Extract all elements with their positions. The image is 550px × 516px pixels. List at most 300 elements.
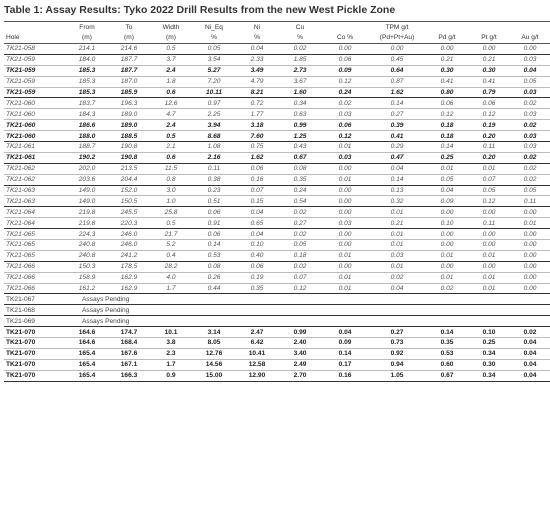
table-row [4,338,550,349]
hole-cell: TK21-062 [4,174,66,185]
value-cell: 0.04 [510,359,550,370]
value-cell: 186.6 [66,120,108,131]
value-cell: 0.14 [368,98,426,109]
value-cell: 0.04 [368,163,426,174]
table-row [4,261,550,272]
value-cell: 0.03 [322,109,368,120]
value-cell: 0.01 [322,250,368,261]
value-cell: 0.01 [368,207,426,218]
header-cell: Ni_Eq [192,22,236,33]
value-cell: 1.0 [150,196,192,207]
value-cell: 202.0 [66,163,108,174]
header-cell: Hole [4,33,66,44]
header-row-bottom [4,33,550,44]
hole-cell: TK21-064 [4,218,66,229]
value-cell: 0.80 [426,87,468,98]
hole-cell: TK21-059 [4,54,66,65]
value-cell: 0.12 [468,196,510,207]
value-cell: 0.53 [192,250,236,261]
value-cell: 3.7 [150,54,192,65]
value-cell: 0.02 [278,261,322,272]
value-cell: 0.00 [510,250,550,261]
value-cell: 0.04 [236,44,278,55]
value-cell: 0.16 [236,174,278,185]
value-cell: 214.1 [66,44,108,55]
value-cell: 0.10 [236,240,278,251]
value-cell: 5.27 [192,65,236,76]
value-cell: 1.7 [150,283,192,294]
value-cell: 0.10 [468,327,510,338]
value-cell: 1.85 [278,54,322,65]
value-cell: 0.14 [426,142,468,153]
value-cell: 0.04 [322,327,368,338]
value-cell: 0.12 [278,283,322,294]
value-cell: 168.4 [108,338,150,349]
value-cell: 0.65 [236,218,278,229]
value-cell: 203.6 [66,174,108,185]
value-cell: 3.8 [150,338,192,349]
header-cell [426,22,468,33]
value-cell: 0.43 [278,142,322,153]
value-cell: 0.19 [236,272,278,283]
value-cell: 0.09 [426,196,468,207]
value-cell: 184.3 [66,109,108,120]
value-cell: 0.02 [278,44,322,55]
value-cell: 0.02 [322,98,368,109]
value-cell: 2.33 [236,54,278,65]
value-cell: 0.00 [426,240,468,251]
value-cell: 0.01 [426,163,468,174]
value-cell: 6.42 [236,338,278,349]
value-cell: 0.47 [368,152,426,163]
value-cell: 0.00 [510,240,550,251]
value-cell: 0.79 [468,87,510,98]
value-cell: 0.53 [426,348,468,359]
value-cell: 0.01 [368,261,426,272]
value-cell: 0.06 [236,163,278,174]
header-cell: Ni [236,22,278,33]
value-cell: 8.05 [192,338,236,349]
value-cell: 0.02 [278,229,322,240]
value-cell: 0.41 [426,76,468,87]
value-cell: 0.03 [510,142,550,153]
value-cell: 214.6 [108,44,150,55]
value-cell: 3.54 [192,54,236,65]
header-cell: To [108,22,150,33]
value-cell: 0.00 [468,207,510,218]
hole-cell: TK21-066 [4,283,66,294]
value-cell: 0.25 [468,338,510,349]
value-cell: 165.4 [66,370,108,381]
table-row [4,44,550,55]
value-cell: 3.14 [192,327,236,338]
value-cell: 245.5 [108,207,150,218]
value-cell: 0.75 [236,142,278,153]
value-cell: 0.03 [510,131,550,142]
value-cell: 188.7 [66,142,108,153]
value-cell: 0.60 [426,359,468,370]
value-cell: 185.3 [66,65,108,76]
value-cell: 0.01 [510,218,550,229]
value-cell: 167.1 [108,359,150,370]
hole-cell: TK21-070 [4,348,66,359]
value-cell: 0.04 [368,283,426,294]
value-cell: 0.9 [150,370,192,381]
table-row [4,76,550,87]
table-row [4,98,550,109]
value-cell: 0.00 [322,240,368,251]
value-cell: 0.18 [426,131,468,142]
value-cell: 0.01 [322,272,368,283]
value-cell: 158.9 [66,272,108,283]
value-cell: 190.8 [108,142,150,153]
header-cell: (m) [150,33,192,44]
value-cell: 0.38 [192,174,236,185]
value-cell: 0.06 [236,261,278,272]
value-cell: 150.3 [66,261,108,272]
value-cell: 0.18 [426,120,468,131]
value-cell: 0.00 [368,44,426,55]
value-cell: 2.16 [192,152,236,163]
value-cell: 164.6 [66,338,108,349]
value-cell: 0.87 [368,76,426,87]
value-cell: 3.49 [236,65,278,76]
value-cell: 0.04 [236,207,278,218]
hole-cell: TK21-065 [4,250,66,261]
value-cell: 0.12 [426,109,468,120]
header-cell: % [236,33,278,44]
hole-cell: TK21-070 [4,370,66,381]
value-cell: 0.00 [426,229,468,240]
value-cell: 0.02 [510,163,550,174]
value-cell: 0.00 [322,261,368,272]
header-cell: % [278,33,322,44]
value-cell: 0.8 [150,174,192,185]
value-cell: 0.07 [236,185,278,196]
value-cell: 0.14 [368,174,426,185]
value-cell: 224.3 [66,229,108,240]
value-cell: 0.6 [150,152,192,163]
value-cell: 2.73 [278,65,322,76]
value-cell: 187.7 [108,54,150,65]
value-cell: 0.15 [236,196,278,207]
value-cell: 0.06 [468,98,510,109]
pending-note: Assays Pending [66,316,550,327]
hole-cell: TK21-065 [4,229,66,240]
value-cell: 0.05 [278,240,322,251]
value-cell: 0.06 [322,54,368,65]
value-cell: 2.4 [150,65,192,76]
value-cell: 166.3 [108,370,150,381]
value-cell: 189.0 [108,109,150,120]
value-cell: 174.7 [108,327,150,338]
hole-cell: TK21-066 [4,272,66,283]
value-cell: 1.62 [236,152,278,163]
value-cell: 1.25 [278,131,322,142]
value-cell: 0.03 [510,54,550,65]
value-cell: 246.0 [108,240,150,251]
hole-cell: TK21-067 [4,294,66,305]
value-cell: 0.09 [322,65,368,76]
header-cell [322,22,368,33]
value-cell: 0.05 [510,185,550,196]
value-cell: 0.12 [322,131,368,142]
value-cell: 0.72 [236,98,278,109]
value-cell: 165.4 [66,348,108,359]
value-cell: 0.03 [510,87,550,98]
header-cell [4,22,66,33]
value-cell: 2.4 [150,120,192,131]
value-cell: 1.05 [368,370,426,381]
value-cell: 12.58 [236,359,278,370]
value-cell: 162.9 [108,283,150,294]
value-cell: 0.41 [468,76,510,87]
value-cell: 0.30 [426,65,468,76]
value-cell: 3.40 [278,348,322,359]
value-cell: 0.07 [278,272,322,283]
value-cell: 0.00 [510,272,550,283]
value-cell: 0.00 [322,207,368,218]
value-cell: 152.0 [108,185,150,196]
value-cell: 0.34 [278,98,322,109]
hole-cell: TK21-060 [4,98,66,109]
value-cell: 0.04 [426,185,468,196]
value-cell: 0.01 [322,283,368,294]
value-cell: 0.01 [468,163,510,174]
value-cell: 0.45 [368,54,426,65]
value-cell: 8.68 [192,131,236,142]
value-cell: 0.35 [278,174,322,185]
value-cell: 7.60 [236,131,278,142]
value-cell: 0.09 [322,338,368,349]
value-cell: 0.39 [368,120,426,131]
pending-note: Assays Pending [66,305,550,316]
value-cell: 0.17 [322,359,368,370]
value-cell: 0.02 [510,98,550,109]
value-cell: 0.06 [192,229,236,240]
value-cell: 161.2 [66,283,108,294]
value-cell: 0.91 [192,218,236,229]
value-cell: 185.9 [108,87,150,98]
value-cell: 0.04 [510,338,550,349]
header-row-top [4,22,550,33]
value-cell: 0.00 [468,44,510,55]
value-cell: 0.20 [468,152,510,163]
value-cell: 0.01 [468,272,510,283]
table-row [4,272,550,283]
value-cell: 0.12 [322,76,368,87]
table-row [4,370,550,381]
value-cell: 2.70 [278,370,322,381]
value-cell: 196.3 [108,98,150,109]
table-row [4,196,550,207]
value-cell: 0.00 [468,240,510,251]
value-cell: 0.35 [236,283,278,294]
value-cell: 0.03 [322,218,368,229]
header-cell: Co % [322,33,368,44]
table-row [4,359,550,370]
value-cell: 187.7 [108,65,150,76]
table-row [4,348,550,359]
table-row [4,283,550,294]
pending-note: Assays Pending [66,294,550,305]
table-row [4,142,550,153]
table-row [4,131,550,142]
value-cell: 3.18 [236,120,278,131]
value-cell: 0.5 [150,131,192,142]
value-cell: 0.24 [278,185,322,196]
value-cell: 178.5 [108,261,150,272]
value-cell: 0.00 [510,261,550,272]
value-cell: 162.9 [108,272,150,283]
value-cell: 0.26 [192,272,236,283]
value-cell: 0.40 [236,250,278,261]
value-cell: 0.34 [468,348,510,359]
header-cell: Width [150,22,192,33]
value-cell: 184.0 [66,54,108,65]
header-cell [468,22,510,33]
value-cell: 0.13 [368,185,426,196]
value-cell: 10.11 [192,87,236,98]
value-cell: 0.01 [426,250,468,261]
value-cell: 240.8 [66,250,108,261]
value-cell: 0.00 [322,229,368,240]
hole-cell: TK21-059 [4,76,66,87]
value-cell: 2.47 [236,327,278,338]
value-cell: 12.6 [150,98,192,109]
value-cell: 219.8 [66,218,108,229]
value-cell: 0.21 [426,54,468,65]
value-cell: 185.3 [66,87,108,98]
value-cell: 0.01 [468,250,510,261]
value-cell: 149.0 [66,185,108,196]
value-cell: 188.0 [66,131,108,142]
value-cell: 0.00 [426,261,468,272]
value-cell: 0.00 [322,44,368,55]
hole-cell: TK21-065 [4,240,66,251]
value-cell: 0.35 [426,338,468,349]
hole-cell: TK21-062 [4,163,66,174]
table-row [4,207,550,218]
value-cell: 0.03 [510,109,550,120]
hole-cell: TK21-058 [4,44,66,55]
value-cell: 220.3 [108,218,150,229]
value-cell: 189.0 [108,120,150,131]
value-cell: 1.62 [368,87,426,98]
value-cell: 0.67 [426,370,468,381]
value-cell: 0.08 [192,261,236,272]
value-cell: 0.5 [150,44,192,55]
value-cell: 0.92 [368,348,426,359]
value-cell: 0.6 [150,87,192,98]
value-cell: 0.07 [468,174,510,185]
value-cell: 246.0 [108,229,150,240]
value-cell: 0.27 [368,327,426,338]
value-cell: 0.11 [510,196,550,207]
value-cell: 0.21 [368,218,426,229]
value-cell: 167.6 [108,348,150,359]
value-cell: 2.25 [192,109,236,120]
header-cell: From [66,22,108,33]
value-cell: 0.01 [368,240,426,251]
value-cell: 21.7 [150,229,192,240]
value-cell: 0.01 [322,174,368,185]
value-cell: 0.02 [510,327,550,338]
value-cell: 240.8 [66,240,108,251]
table-row [4,174,550,185]
value-cell: 0.06 [322,120,368,131]
header-cell: (m) [108,33,150,44]
value-cell: 190.8 [108,152,150,163]
value-cell: 0.97 [192,98,236,109]
value-cell: 0.01 [322,142,368,153]
value-cell: 165.4 [66,359,108,370]
value-cell: 3.94 [192,120,236,131]
value-cell: 2.3 [150,348,192,359]
value-cell: 213.5 [108,163,150,174]
value-cell: 0.10 [426,218,468,229]
value-cell: 0.11 [468,142,510,153]
table-row [4,305,550,316]
value-cell: 219.8 [66,207,108,218]
value-cell: 4.7 [150,109,192,120]
value-cell: 0.01 [368,229,426,240]
value-cell: 190.2 [66,152,108,163]
value-cell: 0.64 [368,65,426,76]
hole-cell: TK21-061 [4,142,66,153]
value-cell: 0.02 [426,283,468,294]
value-cell: 0.23 [192,185,236,196]
value-cell: 0.51 [192,196,236,207]
value-cell: 10.1 [150,327,192,338]
value-cell: 4.0 [150,272,192,283]
hole-cell: TK21-070 [4,327,66,338]
value-cell: 0.02 [510,152,550,163]
value-cell: 0.04 [510,370,550,381]
table-row [4,109,550,120]
value-cell: 0.12 [468,109,510,120]
value-cell: 3.0 [150,185,192,196]
value-cell: 0.00 [468,261,510,272]
value-cell: 0.00 [322,185,368,196]
value-cell: 183.7 [66,98,108,109]
value-cell: 187.0 [108,76,150,87]
value-cell: 0.63 [278,109,322,120]
value-cell: 0.00 [322,196,368,207]
value-cell: 0.54 [278,196,322,207]
table-row [4,240,550,251]
value-cell: 0.00 [426,207,468,218]
value-cell: 14.56 [192,359,236,370]
value-cell: 0.94 [368,359,426,370]
value-cell: 2.1 [150,142,192,153]
value-cell: 3.67 [278,76,322,87]
value-cell: 0.30 [468,65,510,76]
value-cell: 0.08 [278,163,322,174]
value-cell: 0.25 [426,152,468,163]
value-cell: 0.99 [278,120,322,131]
value-cell: 4.79 [236,76,278,87]
table-row [4,327,550,338]
value-cell: 1.08 [192,142,236,153]
table-row [4,54,550,65]
table-row [4,229,550,240]
table-row [4,152,550,163]
value-cell: 0.18 [278,250,322,261]
value-cell: 0.04 [236,229,278,240]
value-cell: 0.05 [192,44,236,55]
value-cell: 0.02 [510,174,550,185]
